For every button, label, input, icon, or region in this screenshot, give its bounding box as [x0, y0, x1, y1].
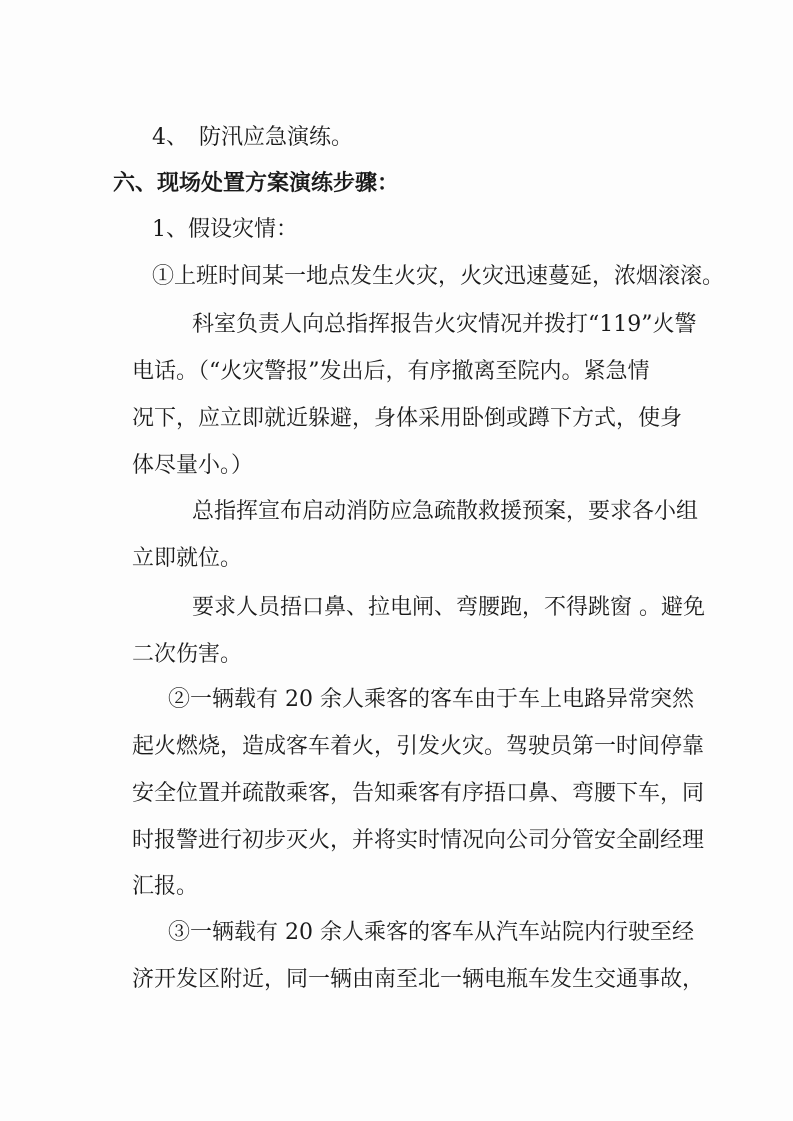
section-heading-six: 六、现场处置方案演练步骤： — [113, 170, 400, 196]
paragraph-line: 二次伤害。 — [132, 642, 243, 667]
list-item-flood-drill: 4、 防汛应急演练。 — [152, 125, 353, 150]
scenario-1-line: ①上班时间某一地点发生火灾，火灾迅速蔓延，浓烟滚滚。 — [152, 264, 725, 289]
subheading-assumed-disaster: 1、假设灾情： — [152, 217, 298, 242]
paragraph-line: 电话。（“火灾警报”发出后，有序撤离至院内。紧急情 — [132, 359, 650, 384]
paragraph-line: 济开发区附近，同一辆由南至北一辆电瓶车发生交通事故， — [132, 967, 705, 992]
paragraph-line: 起火燃烧，造成客车着火，引发火灾。驾驶员第一时间停靠 — [132, 734, 705, 759]
paragraph-line: 时报警进行初步灭火，并将实时情况向公司分管安全副经理 — [132, 828, 705, 853]
paragraph-line: 要求人员捂口鼻、拉电闸、弯腰跑，不得跳窗 。避免 — [192, 595, 705, 620]
paragraph-line: 科室负责人向总指挥报告火灾情况并拨打“119”火警 — [192, 312, 697, 337]
scenario-2-line: ②一辆载有 20 余人乘客的客车由于车上电路异常突然 — [168, 687, 694, 712]
paragraph-line: 况下，应立即就近躲避，身体采用卧倒或蹲下方式，使身 — [132, 406, 683, 431]
paragraph-line: 立即就位。 — [132, 546, 243, 571]
paragraph-line: 体尽量小。） — [132, 453, 254, 478]
paragraph-line: 安全位置并疏散乘客，告知乘客有序捂口鼻、弯腰下车，同 — [132, 781, 705, 806]
scenario-3-line: ③一辆载有 20 余人乘客的客车从汽车站院内行驶至经 — [168, 920, 694, 945]
paragraph-line: 总指挥宣布启动消防应急疏散救援预案，要求各小组 — [192, 499, 699, 524]
paragraph-line: 汇报。 — [132, 874, 199, 899]
